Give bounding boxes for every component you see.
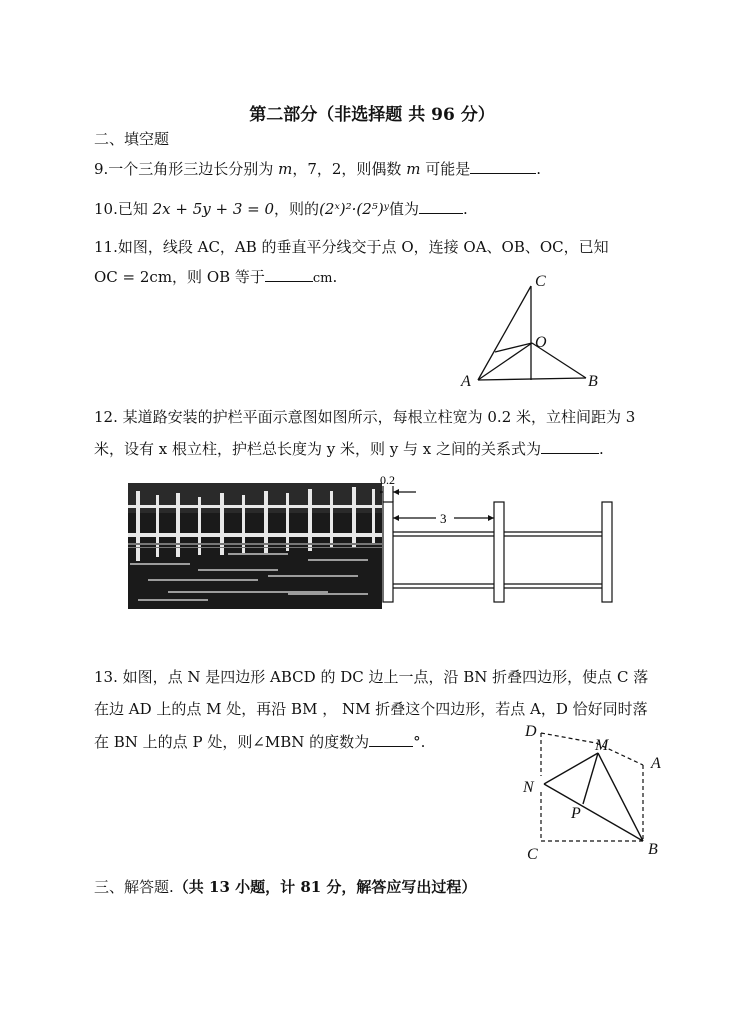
arrowhead-4: [488, 515, 494, 521]
label-post-gap: 3: [440, 511, 447, 526]
q9-text-c: 可能是: [420, 160, 471, 178]
label-B: B: [648, 841, 658, 858]
label-A: A: [461, 373, 471, 390]
q12-answer-blank[interactable]: [541, 453, 599, 454]
q10-end: .: [463, 200, 468, 218]
q13-answer-blank[interactable]: [369, 746, 413, 747]
label-N: N: [523, 779, 534, 796]
segment-AB: [478, 378, 586, 380]
q12-end: .: [599, 440, 604, 458]
section3-note: （共 13 小题，计 81 分，解答应写出过程）: [173, 878, 477, 896]
section3-title: 三、解答题.: [94, 878, 174, 896]
q11-unit: cm: [312, 271, 333, 286]
label-C: C: [527, 846, 538, 863]
q11-text-a: OC = 2cm，则 OB 等于: [94, 268, 265, 286]
q13-end: °.: [413, 733, 426, 751]
q11-end: .: [332, 268, 338, 286]
q10-answer-blank[interactable]: [419, 213, 463, 214]
post-2: [494, 502, 504, 602]
question-13-line3: [94, 731, 425, 752]
section-fill-blank-heading: 二、填空题: [94, 130, 170, 148]
question-12-line1: 12. 某道路安装的护栏平面示意图如图所示，每根立柱宽为 0.2 米，立柱间距为 3: [94, 408, 636, 426]
label-O: O: [535, 334, 547, 351]
q13-text-a: 在 BN 上的点 P 处，则∠MBN 的度数为: [94, 733, 370, 751]
label-D: D: [525, 723, 537, 740]
arrowhead-3: [393, 515, 399, 521]
question-13-line1: 13. 如图，点 N 是四边形 ABCD 的 DC 边上一点，沿 BN 折叠四边形，使点 C 落: [94, 668, 649, 686]
question-12-line2: [94, 438, 604, 459]
q9-answer-blank[interactable]: [470, 173, 536, 174]
post-1: [383, 502, 393, 602]
question-11-line1: 11.如图，线段 AC，AB 的垂直平分线交于点 O，连接 OA、OB、OC，已知: [94, 238, 609, 256]
label-C: C: [535, 273, 546, 290]
segment-OA: [478, 343, 532, 380]
q11-triangle-figure: [455, 270, 615, 395]
part-title: 第二部分（非选择题 共 96 分）: [249, 105, 495, 125]
q9-text-b: ，7，2，则偶数: [292, 160, 407, 178]
guardrail-photo: [128, 483, 382, 609]
question-9: [94, 158, 541, 179]
q10-text-b: ，则的: [274, 200, 320, 218]
segment-AC: [478, 286, 531, 380]
q10-expression: (2ˣ)²·(2⁵)ʸ: [319, 200, 390, 218]
q9-var-m2: m: [406, 160, 421, 178]
segment-DM: [541, 733, 596, 743]
q10-equation: 2x + 5y + 3 = 0: [152, 200, 275, 218]
q11-answer-blank[interactable]: [265, 281, 313, 282]
label-P: P: [571, 805, 581, 822]
post-3: [602, 502, 612, 602]
question-10: [94, 198, 468, 219]
question-13-line2: 在边 AD 上的点 M 处，再沿 BM ， NM 折叠这个四边形，若点 A，D 恰好同时落: [94, 700, 648, 718]
arrowhead-2: [393, 489, 399, 495]
section-answer-heading: [94, 876, 476, 897]
question-11-line2: [94, 266, 337, 287]
q13-quadrilateral-figure: [515, 718, 675, 868]
q12-text-a: 米，设有 x 根立柱，护栏总长度为 y 米，则 y 与 x 之间的关系式为: [94, 440, 542, 458]
q9-var-m: m: [278, 160, 293, 178]
q10-text-a: 10.已知: [94, 200, 153, 218]
label-M: M: [595, 737, 609, 754]
q9-text-a: 9.一个三角形三边长分别为: [94, 160, 279, 178]
label-A: A: [651, 755, 661, 772]
q10-text-c: 值为: [389, 200, 420, 218]
guardrail-schematic: [380, 472, 620, 610]
label-B: B: [588, 373, 598, 390]
q9-end: .: [536, 160, 541, 178]
label-post-width: 0.2: [380, 473, 395, 487]
